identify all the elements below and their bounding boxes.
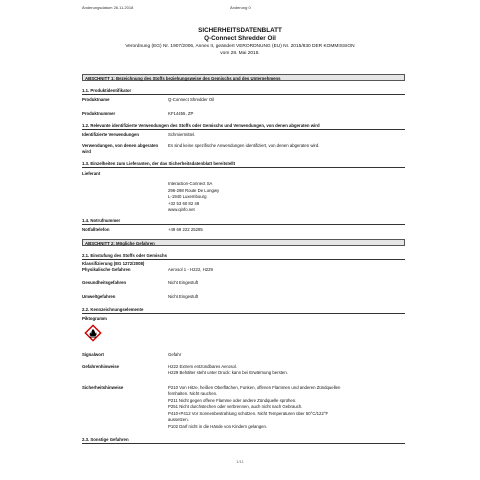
precautionary-statement: P410+P412 Vor Sonnenbestrahlung schützen. Nicht Temperaturen über 50°C/122°F xyxy=(168,410,329,416)
precautionary-statement: aussetzen. xyxy=(168,417,189,423)
hazard-statements-label: Gefahrenhinweise xyxy=(82,364,120,369)
supplier-line: Interaction-Connect SA xyxy=(168,181,213,186)
section-2-heading: ABSCHNITT 2: Mögliche Gefahren xyxy=(82,239,405,246)
document-title: SICHERHEITSDATENBLATT xyxy=(198,27,282,34)
environmental-hazards-value: Nicht Eingestuft xyxy=(168,293,199,299)
subsection-2-3: 2.3. Sonstige Gefahren xyxy=(82,437,405,444)
product-name-label: Produktname xyxy=(82,97,110,102)
regulation-line: Verordnung (EG) Nr. 1907/2006, Annex II, geändert VERORDNUNG (EU) Nr. 2015/830 DER KOMMISSION xyxy=(125,44,355,49)
hazard-statement: H222 Extrem entzündbares Aerosol. xyxy=(168,363,238,369)
hazard-statements xyxy=(168,364,408,377)
subsection-1-1: 1.1. Produktidentifikator xyxy=(82,88,405,95)
subsection-1-3: 1.3. Einzelheiten zum Lieferanten, der das Sicherheitsdatenblatt bereitstellt xyxy=(82,161,405,168)
supplier-address xyxy=(168,181,408,214)
supplier-label: Lieferant xyxy=(82,171,101,176)
environmental-hazards-label: Umweltgefahren xyxy=(82,294,116,299)
product-title: Q-Connect Shredder Oil xyxy=(204,35,276,42)
product-number-value: KF14455, ZP xyxy=(168,110,194,116)
subsection-2-1: 2.1. Einstufung des Stoffs oder Gemischs xyxy=(82,253,405,260)
product-number-label: Produktnummer xyxy=(82,111,116,116)
revision-date: Änderungsdatum 26.11.2018 xyxy=(82,5,134,10)
health-hazards-label: Gesundheitsgefahren xyxy=(82,280,127,285)
precautionary-statement: P210 Von Hitze, heißen Oberflächen, Funken, offenen Flammen und anderen Zündquellen xyxy=(168,384,341,390)
identified-uses-label: Identifizierte Verwendungen xyxy=(82,132,140,137)
hazard-statement: H229 Behälter steht unter Druck: kann bei Erwärmung bersten. xyxy=(168,370,288,376)
classification-reference: Klassifizierung (EG 1272/2008) xyxy=(82,261,145,266)
physical-hazards-value: Aerosol 1 - H222, H229 xyxy=(168,266,213,272)
advised-against-label: Verwendungen, von denen abgeraten wird xyxy=(82,143,159,154)
emergency-label: Notfalltelefon xyxy=(82,227,110,232)
precautionary-statement: P251 Nicht durchstechen oder verbrennen, auch nicht nach Gebrauch. xyxy=(168,404,303,410)
supplier-line: L-1940 Luxembourg xyxy=(168,194,207,200)
subsection-1-4: 1.4. Notrufnummer xyxy=(82,218,405,225)
precautionary-statements-label: Sicherheitshinweise xyxy=(82,385,124,390)
revision-number: Änderung 0 xyxy=(230,5,251,10)
physical-hazards-label: Physikalische Gefahren xyxy=(82,267,131,272)
emergency-value: +49 69 222 25285 xyxy=(168,226,203,232)
signal-word-value: Gefahr xyxy=(168,351,182,357)
subsection-1-2: 1.2. Relevante identifizierte Verwendungen des Stoffs oder Gemischs und Verwendungen, von denen abgeraten wird xyxy=(82,123,405,130)
subsection-2-2: 2.2. Kennzeichnungselemente xyxy=(82,307,405,314)
supplier-website: www.qinfo.net xyxy=(168,207,195,213)
precautionary-statement: P102 Darf nicht in die Hände von Kindern gelangen. xyxy=(168,424,268,430)
precautionary-statement: P211 Nicht gegen offene Flamme oder andere Zündquelle sprühen. xyxy=(168,397,297,403)
supplier-line: 296-298 Route De Longwy xyxy=(168,187,220,193)
flame-pictogram-icon xyxy=(84,324,102,342)
precautionary-statement: fernhalten. Nicht rauchen. xyxy=(168,391,218,397)
page-number: 1/11 xyxy=(236,459,244,464)
section-1-heading: ABSCHNITT 1: Bezeichnung des Stoffs beziehungsweise des Gemischs und des Unternehmens xyxy=(82,74,405,81)
identified-uses-value: Schmiermittel. xyxy=(168,131,196,137)
regulation-line: vom 28. Mai 2015. xyxy=(220,50,260,56)
pictogram-label: Piktogramm xyxy=(82,316,107,321)
health-hazards-value: Nicht Eingestuft xyxy=(168,279,199,285)
supplier-line: +32 53 60 82 48 xyxy=(168,200,200,206)
signal-word-label: Signalwort xyxy=(82,352,104,357)
precautionary-statements xyxy=(168,385,408,431)
advised-against-value: Es sind keine spezifische Anwendungen identifiziert, von denen abgeraten wird. xyxy=(168,142,320,148)
regulation-text xyxy=(0,44,480,57)
product-name-value: Q-Connect Shredder Oil xyxy=(168,96,215,102)
